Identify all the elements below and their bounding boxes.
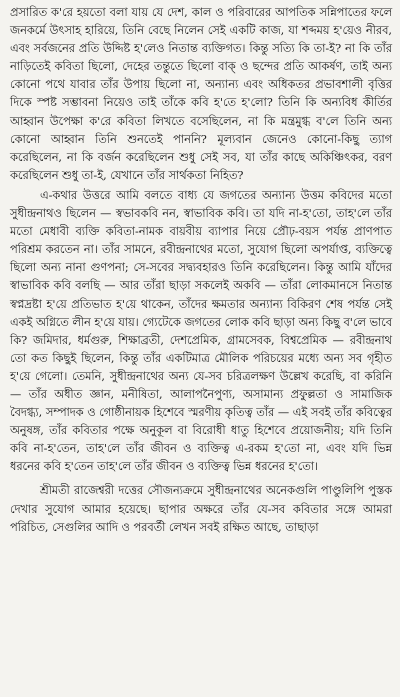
paragraph-3: শ্রীমতী রাজেশ্বরী দত্তের সৌজন্যক্রমে সুধীন্দ্রনাথের অনেকগুলি পাণ্ডুলিপি পুস্তক দেখার সুযোগ আমার হয়েছে। ছাপার অক্ষরে তাঁর যে-সব কবিতার সঙ্গে আমরা পরিচিত, সেগুলির আদি ও পরবর্তী লেখন সবই রক্ষিত আছে, তাছাড়া xyxy=(10,484,392,534)
paragraph-2: এ-কথার উত্তরে আমি বলতে বাধ্য যে জগতের অন্যান্য উত্তম কবিদের মতো সুধীন্দ্রনাথও ছিলেন — স্বভাবকবি নন, স্বাভাবিক কবি। তা যদি না-হ'তো, তাহ'লে তাঁর মতো মেধাবী ব্যক্তি কবিতা-নামক বায়বীয় ব্যাপার নিয়ে প্রৌঢ়-বয়স পর্যন্ত প্রাণপাত পরিশ্রম করতেন না। তাঁর সামনে, রবীন্দ্রনাথের মতো, সুযোগ ছিলো অপর্যাপ্ত, ব্যক্তিত্বে ছিলো অন্য নানা গুণপনা; সে-সবের সদ্ব্যবহারও তিনি করেছিলেন। কিন্তু আমি যাঁদের স্বাভাবিক কবি বলছি — আর তাঁরা ছাড়া সকলেই অকবি — তাঁরা লোকমানসে নিতান্ত স্বপ্নদ্রষ্টা হ'য়ে প্রতিভাত হ'য়ে থাকেন, তাঁদের ক্ষমতার অন্যান্য বিকিরণ শেষ পর্যন্ত সেই একই অগ্নিতে লীন হ'য়ে যায়। গ্যেটেকে জগতের লোক কবি ছাড়া অন্য কিছু ব'লে ভাবে কি? জমিদার, ধর্মগুরু, শিক্ষাব্রতী, দেশপ্রেমিক, গ্রামসেবক, বিশ্বপ্রেমিক — রবীন্দ্রনাথ তো কত কিছুই ছিলেন, কিন্তু তাঁর একটিমাত্র মৌলিক পরিচয়ের মধ্যে অন্য সব গৃহীত হ'য়ে গেলো। তেমনি, সুধীন্দ্রনাথের অন্য যে-সব চরিত্রলক্ষণ উল্লেখ করেছি, বা করিনি — তাঁর অধীত জ্ঞান, মনীষিতা, আলাপনৈপুণ্য, অসামান্য প্রফুল্লতা ও সামাজিক বৈদগ্ধ্য, সম্পাদক ও গোষ্ঠীনায়ক হিশেবে স্মরণীয় কৃতিত্ব তাঁর — এই সবই তাঁর কবিত্বের অনুষঙ্গ, তাঁর কবিতার পক্ষে অনুকূল বা বিরোধী ধাতু হিশেবে প্রয়োজনীয়; যদি তিনি কবি না-হ'তেন, তাহ'লে তাঁর জীবন ও ব্যক্তিত্ব এ-রকম হ'তো না, এবং যদি ভিন্ন ধরনের কবি হ'তেন তাহ'লে তাঁর জীবন ও ব্যক্তিত্ব ভিন্ন ধরনের হ'তো। xyxy=(10,188,392,474)
paragraph-1: প্রসারিত ক'রে হয়তো বলা যায় যে দেশ, কাল ও পরিবারের আপতিক সন্নিপাতের ফলে জনকর্মে উৎসাহ হারিয়ে, তিনি বেছে নিলেন সেই একটি কাজ, যা শব্দময় হ'য়েও নীরব, এবং সর্বজনের প্রতি উদ্দিষ্ট হ'লেও নিতান্ত ব্যক্তিগত। কিন্তু সত্যি কি তা-ই? না কি তাঁর নাড়িতেই কবিতা ছিলো, দেহের তন্তুতে ছিলো বাক্ ও ছন্দের প্রতি আকর্ষণ, তাই অন্য কোনো পথে যাবার তাঁর উপায় ছিলো না, অন্যান্য এবং অধিকতর প্রভাবশালী বৃত্তির দিকে স্পষ্ট সম্ভাবনা নিয়েও তাই তাঁকে কবি হ'তে হ'লো? তিনি কি অন্যবিধ কীর্তির আহ্বান উপেক্ষা ক'রে কবিতা লিখতে বসেছিলেন, না কি মন্ত্রমুগ্ধ ব'লে তিনি অন্য কোনো আহ্বান তিনি শুনতেই পাননি? মূল্যবান জেনেও কোনো-কিছু ত্যাগ করেছিলেন, না কি বর্জন করেছিলেন শুধু সেই সব, যা তাঁর কাছে অকিঞ্চিৎকর, বরণ করেছিলেন শুধু তা-ই, যেখানে তাঁর সার্থকতা নিহিত? xyxy=(10,6,392,182)
